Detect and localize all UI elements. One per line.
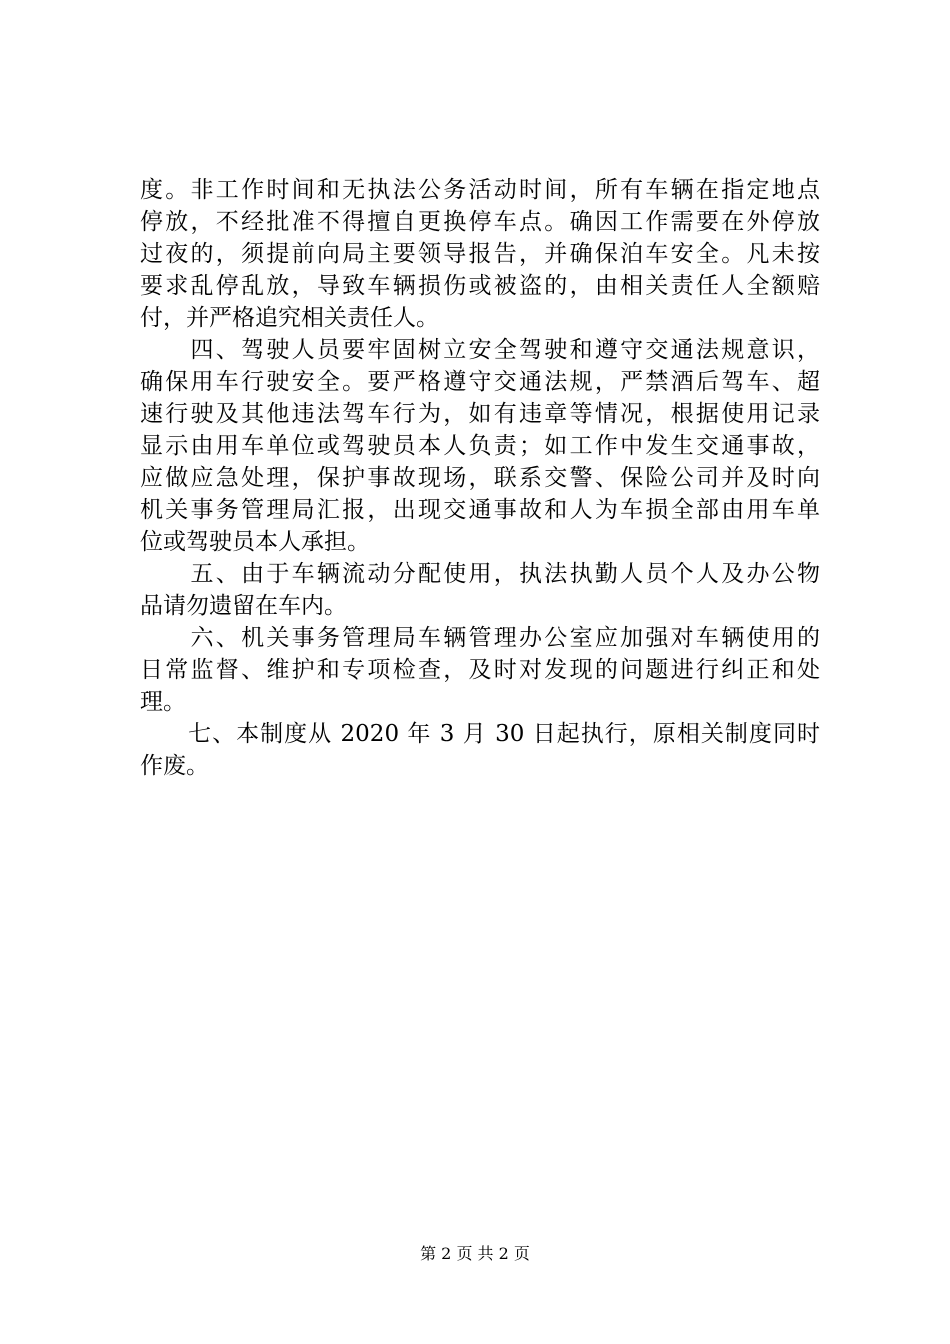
text-line: 确保用车行驶安全。要严格遵守交通法规，严禁酒后驾车、超: [140, 369, 820, 395]
text-line: 过夜的，须提前向局主要领导报告，并确保泊车安全。凡未按: [140, 241, 820, 267]
page-number-footer: 第 2 页 共 2 页: [420, 1244, 530, 1263]
text-line: 显示由用车单位或驾驶员本人负责；如工作中发生交通事故，: [140, 433, 820, 459]
text-line: 作废。: [140, 753, 209, 779]
text-line: 应做应急处理，保护事故现场，联系交警、保险公司并及时向: [140, 465, 820, 491]
text-line: 要求乱停乱放，导致车辆损伤或被盗的，由相关责任人全额赔: [140, 273, 820, 299]
text-line: 付，并严格追究相关责任人。: [140, 305, 439, 331]
text-line: 机关事务管理局汇报，出现交通事故和人为车损全部由用车单: [140, 497, 820, 523]
text-line: 六、机关事务管理局车辆管理办公室应加强对车辆使用的: [140, 625, 820, 651]
text-line: 品请勿遗留在车内。: [140, 593, 347, 619]
text-line: 停放，不经批准不得擅自更换停车点。确因工作需要在外停放: [140, 209, 820, 235]
text-line: 七、本制度从 2020 年 3 月 30 日起执行，原相关制度同时: [140, 721, 820, 747]
text-line: 速行驶及其他违法驾车行为，如有违章等情况，根据使用记录: [140, 401, 820, 427]
text-line: 五、由于车辆流动分配使用，执法执勤人员个人及办公物: [140, 561, 820, 587]
text-line: 位或驾驶员本人承担。: [140, 529, 370, 555]
text-line: 日常监督、维护和专项检查，及时对发现的问题进行纠正和处: [140, 657, 820, 683]
text-line: 四、驾驶人员要牢固树立安全驾驶和遵守交通法规意识，: [140, 337, 820, 363]
text-line: 理。: [140, 689, 186, 715]
text-line: 度。非工作时间和无执法公务活动时间，所有车辆在指定地点: [140, 177, 820, 203]
document-body: [140, 174, 820, 782]
